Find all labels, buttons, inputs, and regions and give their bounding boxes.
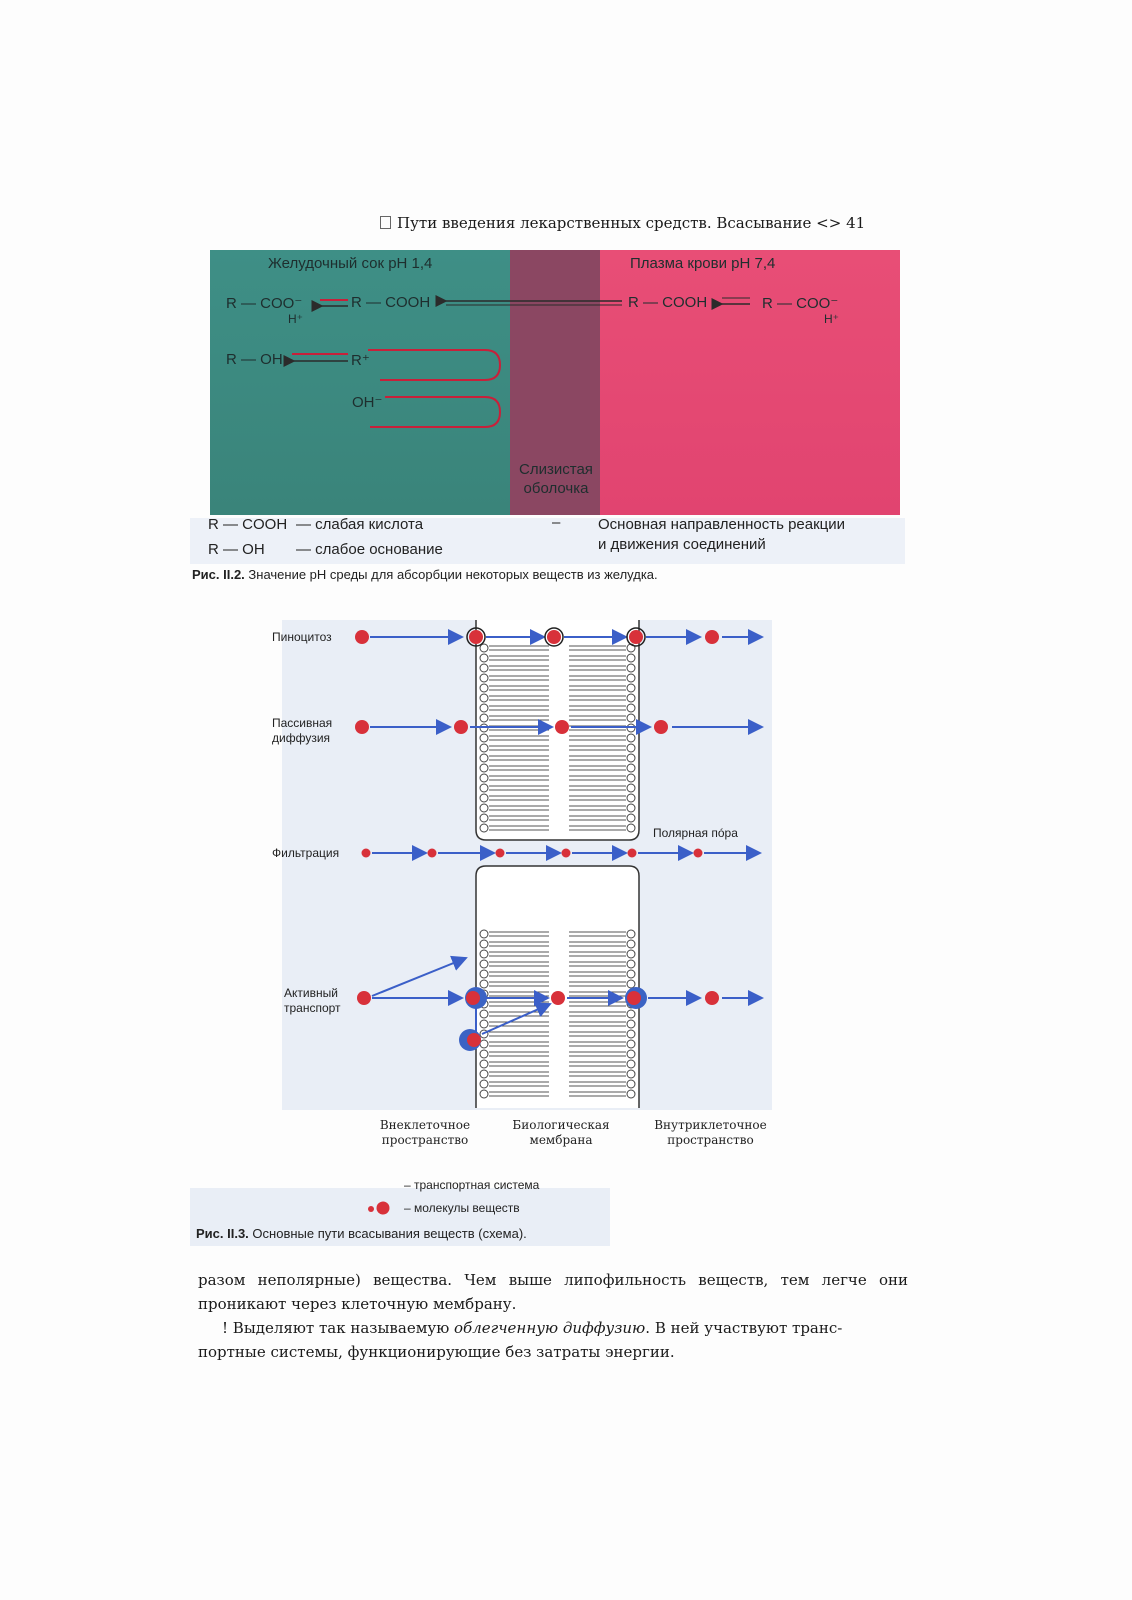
row2-left-cation: R⁺ [351,352,370,369]
figure3-caption-label: Рис. II.3. [196,1226,249,1241]
molecule [629,630,643,644]
row1-right-anion: R — COO⁻ [762,295,839,312]
body-line-3-italic: облегченную диффузию [454,1319,646,1337]
filtration-path [362,849,761,858]
molecule [705,991,719,1005]
label-passive-line2: диффузия [272,731,331,745]
molecule [467,1033,481,1047]
molecule [551,991,565,1005]
figure3-caption [196,1226,527,1241]
molecule [469,630,483,644]
label-extracellular [370,1118,480,1148]
body-line-1: разом неполярные) вещества. Чем выше липофильность веществ, тем легче они [198,1271,908,1289]
header-title: Пути введения лекарственных средств. Всасывание [397,214,812,232]
stomach-title: Желудочный сок pH 1,4 [268,255,433,272]
legend-base-formula: R — OH [208,541,265,558]
row1-left-anion: R — COO⁻ [226,295,303,312]
row1-right-h: H⁺ [824,312,839,326]
page-number: 41 [846,214,866,232]
molecule [466,991,480,1005]
label-passive-diffusion [272,716,332,746]
label-intracellular [648,1118,773,1148]
label-membrane-line1: Биологическая [512,1118,610,1132]
legend-direction-line2: и движения соединений [598,536,766,553]
legend-acid-formula: R — COOH [208,516,288,533]
body-line-3-end: . В ней участвуют транс- [645,1319,843,1337]
body-line-4: портные системы, функционирующие без затраты энергии. [198,1343,675,1361]
molecule [454,720,468,734]
pinocytosis-path [355,628,762,646]
molecule [547,630,561,644]
label-intracellular-line1: Внутриклеточное [654,1118,767,1132]
mucosa-label-line2: оболочка [523,480,589,497]
legend-arrow-dash: – [552,514,561,531]
body-line-3-start: ! Выделяют так называемую [222,1319,455,1337]
label-filtration: Фильтрация [272,846,340,860]
figure2-caption-label: Рис. II.2. [192,567,245,582]
large-molecule-icon [377,1202,390,1215]
row1-right-acid: R — COOH [628,294,708,311]
body-line-2: проникают через клеточную мембрану. [198,1295,517,1313]
membrane-lower [476,866,639,1108]
legend-icons [360,1172,400,1222]
molecule [555,720,569,734]
figure3-caption-text: Основные пути всасывания веществ (схема). [252,1226,527,1241]
passive-diffusion-path [355,720,762,734]
header-mark: <> [816,214,842,232]
label-passive-line1: Пассивная [272,716,333,730]
label-active-line1: Активный [284,986,338,1000]
small-molecule-icon [368,1206,374,1212]
molecule [654,720,668,734]
label-intracellular-line2: пространство [667,1133,754,1147]
row2-left-base: R — OH [226,351,283,368]
legend-transport-system: – транспортная система [404,1178,540,1192]
legend-molecules: – молекулы веществ [404,1201,520,1215]
plasma-title: Плазма крови pH 7,4 [630,255,776,272]
molecule [355,630,369,644]
molecule [357,991,371,1005]
row1-left-h: H⁺ [288,312,303,326]
label-extracellular-line2: пространство [381,1133,469,1147]
label-extracellular-line1: Внеклеточное [379,1118,471,1132]
label-polar-pore: Полярная пóра [653,826,738,840]
row1-left-acid: R — COOH [351,294,431,311]
legend-direction-line1: Основная направленность реакции [598,516,846,533]
body-line-3 [222,1316,912,1340]
legend-acid-text: — слабая кислота [296,516,424,533]
label-active-transport [284,986,341,1016]
mucosa-label-line1: Слизистая [519,461,593,478]
molecule [355,720,369,734]
label-pinocytosis: Пиноцитоз [272,630,332,644]
molecule [705,630,719,644]
label-membrane [506,1118,616,1148]
transport-system-icon [382,1176,392,1196]
figure2-caption-text: Значение pH среды для абсорбции некоторых веществ из желудка. [248,567,658,582]
molecule [627,991,641,1005]
row3-hydroxide: OH⁻ [352,394,383,411]
label-membrane-line2: мембрана [529,1133,593,1147]
label-active-line2: транспорт [284,1001,341,1015]
legend-base-text: — слабое основание [296,541,443,558]
